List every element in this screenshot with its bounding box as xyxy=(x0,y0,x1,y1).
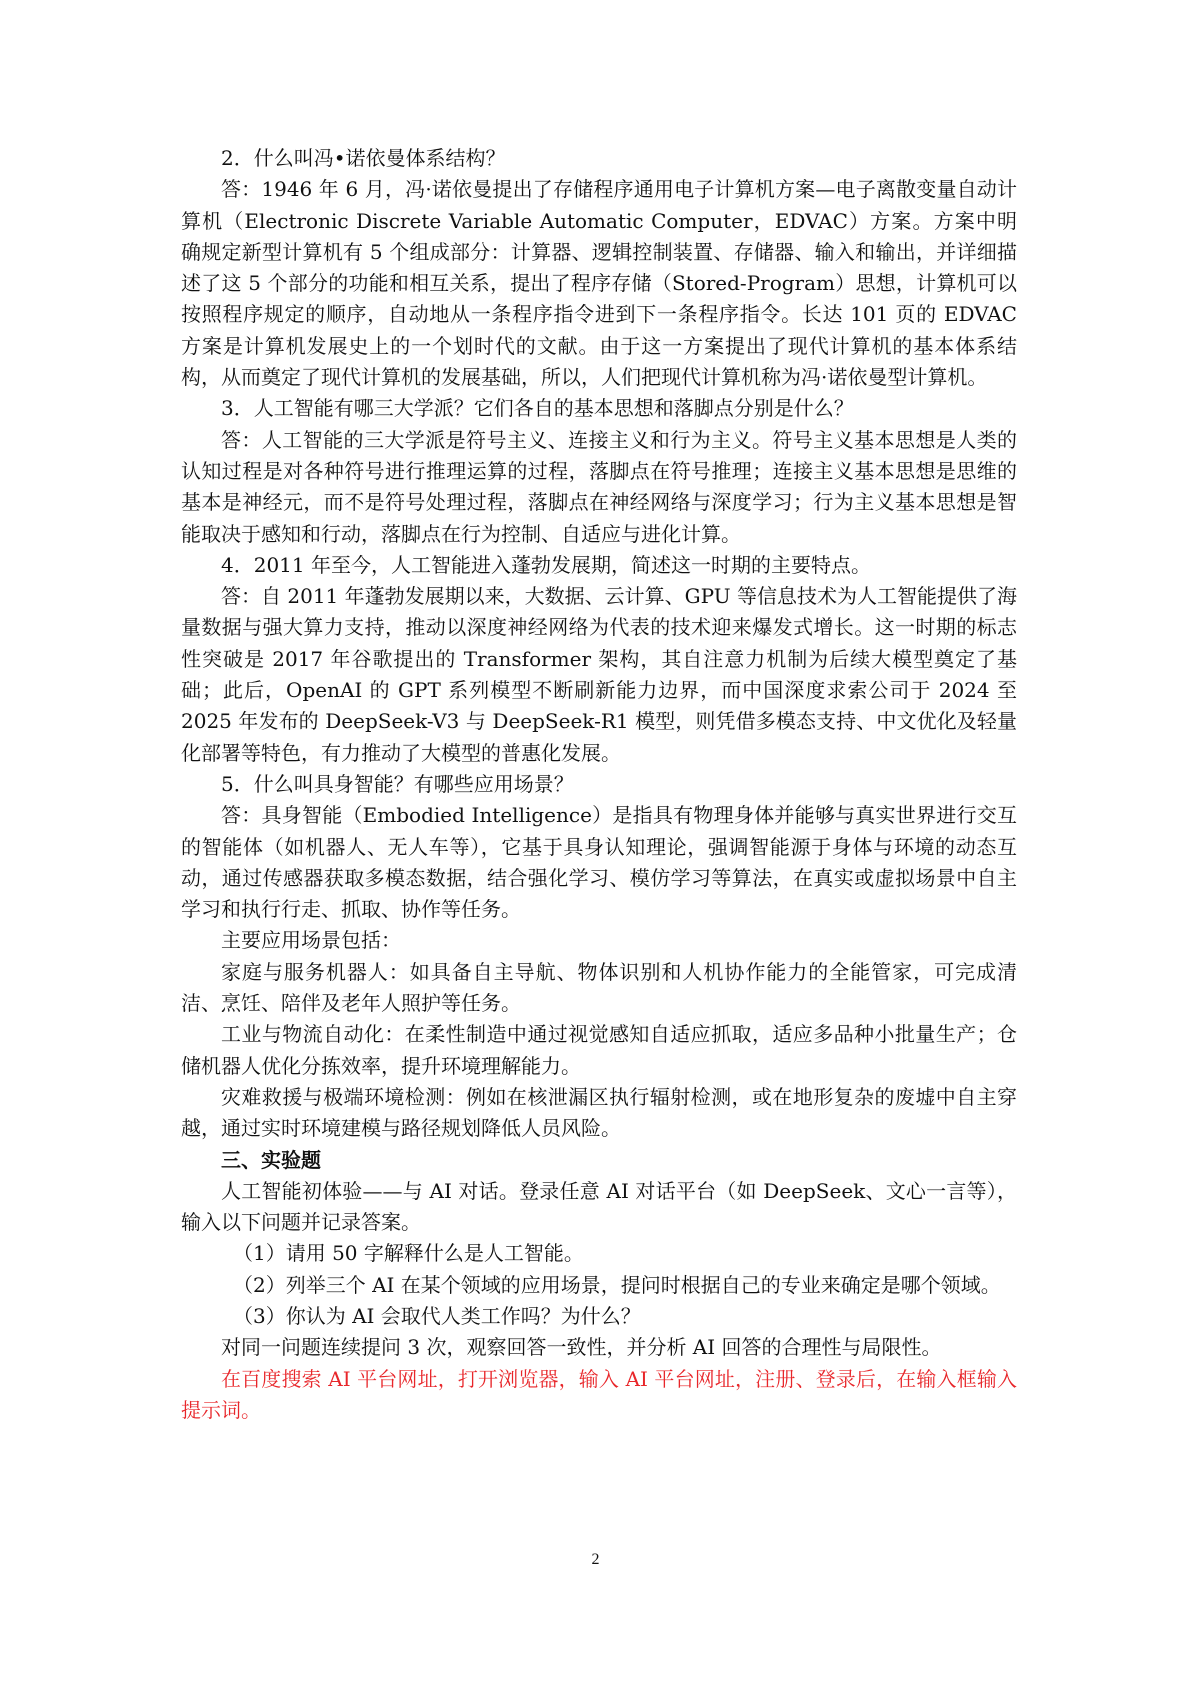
experiment-item-1: （1）请用 50 字解释什么是人工智能。 xyxy=(233,1241,584,1266)
page-body xyxy=(181,143,1017,1426)
question-4: 4．2011 年至今，人工智能进入蓬勃发展期，简述这一时期的主要特点。 xyxy=(221,552,871,577)
experiment-item-3: （3）你认为 AI 会取代人类工作吗？为什么？ xyxy=(233,1303,641,1328)
question-3: 3．人工智能有哪三大学派？它们各自的基本思想和落脚点分别是什么？ xyxy=(221,396,854,421)
scenario-disaster-rescue: 灾难救援与极端环境检测：例如在核泄漏区执行辐射检测，或在地形复杂的废墟中自主穿越，通过实时环境建模与路径规划降低人员风险。 xyxy=(181,1084,1017,1141)
scenario-industrial-logistics: 工业与物流自动化：在柔性制造中通过视觉感知自适应抓取，适应多品种小批量生产；仓储机器人优化分拣效率，提升环境理解能力。 xyxy=(181,1022,1017,1078)
question-2: 2．什么叫冯•诺依曼体系结构？ xyxy=(221,146,506,170)
question-5: 5．什么叫具身智能？有哪些应用场景？ xyxy=(221,771,574,796)
scenarios-intro: 主要应用场景包括： xyxy=(221,928,401,953)
answer-5: 答：具身智能（Embodied Intelligence）是指具有物理身体并能够与真实世界进行交互的智能体（如机器人、无人车等），它基于具身认知理论，强调智能源于身体与环境的动态互动，通过传感器获取多模态数据，结合强化学习、模仿学习等算法，在真实或虚拟场景中自主学习和执行行走、抓取、协作等任务。 xyxy=(181,803,1017,922)
page-number: 2 xyxy=(591,1551,600,1568)
section-heading-experiment: 三、实验题 xyxy=(221,1147,321,1172)
experiment-item-2: （2）列举三个 AI 在某个领域的应用场景，提问时根据自己的专业来确定是哪个领域。 xyxy=(233,1272,1001,1297)
experiment-intro: 人工智能初体验——与 AI 对话。登录任意 AI 对话平台（如 DeepSeek、文心一言等），输入以下问题并记录答案。 xyxy=(181,1178,1017,1235)
scenario-home-service: 家庭与服务机器人：如具备自主导航、物体识别和人机协作能力的全能管家，可完成清洁、烹饪、陪伴及老年人照护等任务。 xyxy=(181,959,1017,1016)
answer-4: 答：自 2011 年蓬勃发展期以来，大数据、云计算、GPU 等信息技术为人工智能提供了海量数据与强大算力支持，推动以深度神经网络为代表的技术迎来爆发式增长。这一时期的标志性突破是 2017 年谷歌提出的 Transformer 架构，其自注意力机制为后续大模型奠定了基础；此后，OpenAI 的 GPT 系列模型不断刷新能力边界，而中国深度求索公司于 2024 至 2025 年发布的 DeepSeek-V3 与 DeepSeek-R1 模型，则凭借多模态支持、中文优化及轻量化部署等特色，有力推动了大模型的普惠化发展。 xyxy=(181,584,1017,765)
experiment-repeat-note: 对同一问题连续提问 3 次，观察回答一致性，并分析 AI 回答的合理性与局限性。 xyxy=(221,1335,942,1360)
answer-2: 答：1946 年 6 月，冯·诺依曼提出了存储程序通用电子计算机方案—电子离散变量自动计算机（Electronic Discrete Variable Automatic Computer，EDVAC）方案。方案中明确规定新型计算机有 5 个组成部分：计算器、逻辑控制装置、存储器、输入和输出，并详细描述了这 5 个部分的功能和相互关系，提出了程序存储（Stored-Program）思想，计算机可以按照程序规定的顺序，自动地从一条程序指令进到下一条程序指令。长达 101 页的 EDVAC 方案是计算机发展史上的一个划时代的文献。由于这一方案提出了现代计算机的基本体系结构，从而奠定了现代计算机的发展基础，所以，人们把现代计算机称为冯·诺依曼型计算机。 xyxy=(181,177,1017,390)
answer-3: 答：人工智能的三大学派是符号主义、连接主义和行为主义。符号主义基本思想是人类的认知过程是对各种符号进行推理运算的过程，落脚点在符号推理；连接主义基本思想是思维的基本是神经元，而不是符号处理过程，落脚点在神经网络与深度学习；行为主义基本思想是智能取决于感知和行动，落脚点在行为控制、自适应与进化计算。 xyxy=(181,427,1017,546)
experiment-red-note: 在百度搜索 AI 平台网址，打开浏览器，输入 AI 平台网址，注册、登录后，在输入框输入提示词。 xyxy=(181,1366,1017,1422)
